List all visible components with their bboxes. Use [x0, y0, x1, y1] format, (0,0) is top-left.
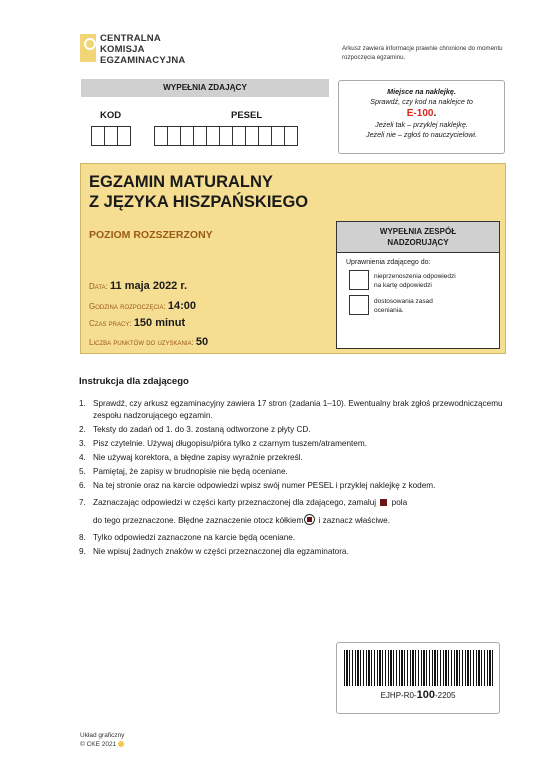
sticker-line: Sprawdź, czy kod na naklejce to — [370, 97, 473, 106]
list-item: 3. Pisz czytelnie. Używaj długopisu/pióra tylko z czarnym tuszem/atramentem. — [79, 438, 367, 448]
pesel-cell[interactable] — [180, 126, 194, 146]
no-transfer-label: nieprzenoszenia odpowiedzi na kartę odpowiedzi — [374, 273, 456, 289]
footer: Układ graficzny © CKE 2021 — [80, 732, 125, 748]
kod-cell[interactable] — [104, 126, 118, 146]
circled-square-icon — [304, 514, 315, 525]
sticker-area[interactable] — [338, 80, 505, 154]
pesel-cell[interactable] — [245, 126, 259, 146]
sticker-line: Jeżeli nie – zgłoś to nauczycielowi. — [365, 130, 478, 139]
list-item: 9. Nie wpisuj żadnych znaków w części przeznaczonej dla egzaminatora. — [79, 547, 349, 556]
exam-start-time: Godzina rozpoczęcia: 14:00 — [89, 300, 197, 312]
logo-line: KOMISJA — [100, 44, 145, 55]
adjusted-rules-label: dostosowania zasad oceniania. — [374, 298, 433, 314]
pesel-label: PESEL — [231, 110, 263, 121]
exam-level: POZIOM ROZSZERZONY — [89, 229, 213, 241]
adjusted-rules-checkbox[interactable] — [349, 295, 369, 315]
exam-duration: Czas pracy: 150 minut — [89, 317, 186, 329]
list-item: 6. Na tej stronie oraz na karcie odpowiedzi wpisz swój numer PESEL i przyklej naklejkę z kodem. — [79, 480, 436, 490]
pesel-cell[interactable] — [193, 126, 207, 146]
pesel-cell[interactable] — [206, 126, 220, 146]
pesel-cell[interactable] — [154, 126, 168, 146]
kod-cell[interactable] — [91, 126, 105, 146]
candidate-fill-bar: WYPEŁNIA ZDAJĄCY — [81, 79, 329, 97]
sticker-code: E-100. — [406, 108, 437, 119]
sticker-line: Jeżeli tak – przyklej naklejkę. — [375, 120, 468, 129]
kod-cell[interactable] — [117, 126, 131, 146]
exam-title: EGZAMIN MATURALNY Z JĘZYKA HISZPAŃSKIEGO — [89, 173, 309, 211]
pesel-cell[interactable] — [284, 126, 298, 146]
barcode-text: EJHP-R0-100-2205 — [380, 689, 456, 701]
no-transfer-checkbox[interactable] — [349, 270, 369, 290]
pesel-cell[interactable] — [271, 126, 285, 146]
exam-date: Data: 11 maja 2022 r. — [89, 280, 188, 292]
logo-line: CENTRALNA — [100, 33, 161, 44]
rights-label: Uprawnienia zdającego do: — [346, 259, 431, 266]
protected-info-note: Arkusz zawiera informacje prawnie chronione do momentu rozpoczęcia egzaminu. — [342, 45, 503, 61]
pesel-cell[interactable] — [258, 126, 272, 146]
instructions-heading: Instrukcja dla zdającego — [79, 376, 189, 387]
instructions-list — [79, 398, 509, 560]
cke-dot-icon — [118, 741, 124, 747]
filled-square-icon — [380, 499, 387, 506]
pesel-input[interactable] — [154, 126, 297, 146]
supervisors-heading: WYPEŁNIA ZESPÓŁ NADZORUJĄCY — [336, 221, 500, 253]
pesel-cell[interactable] — [167, 126, 181, 146]
list-item: 7. Zaznaczając odpowiedzi w części karty przeznaczonej dla zdającego, zamaluj pola do tego przeznaczone. Błędne zaznaczenie otocz kółkiem i zaznacz właściwe. — [79, 497, 408, 525]
list-item: 5. Pamiętaj, że zapisy w brudnopisie nie będą oceniane. — [79, 466, 288, 476]
list-item: 1. Sprawdź, czy arkusz egzaminacyjny zawiera 17 stron (zadania 1–10). Ewentualny brak zgłoś przewodniczącemu zespołu nadzorującego egzamin. — [79, 399, 503, 420]
exam-points: Liczba punktów do uzyskania: 50 — [89, 336, 209, 348]
sticker-title: Miejsce na naklejkę. — [387, 87, 456, 96]
cke-logo-mark — [80, 34, 96, 62]
list-item: 2. Teksty do zadań od 1. do 3. zostaną odtworzone z płyty CD. — [79, 424, 311, 434]
kod-label: KOD — [100, 110, 122, 121]
list-item: 4. Nie używaj korektora, a błędne zapisy wyraźnie przekreśl. — [79, 452, 303, 462]
pesel-cell[interactable] — [232, 126, 246, 146]
kod-input[interactable] — [91, 126, 130, 146]
logo-line: EGZAMINACYJNA — [100, 55, 186, 66]
cke-logo-text — [100, 33, 185, 66]
list-item: 8. Tylko odpowiedzi zaznaczone na karcie będą oceniane. — [79, 533, 296, 542]
pesel-cell[interactable] — [219, 126, 233, 146]
barcode-icon — [344, 650, 494, 686]
